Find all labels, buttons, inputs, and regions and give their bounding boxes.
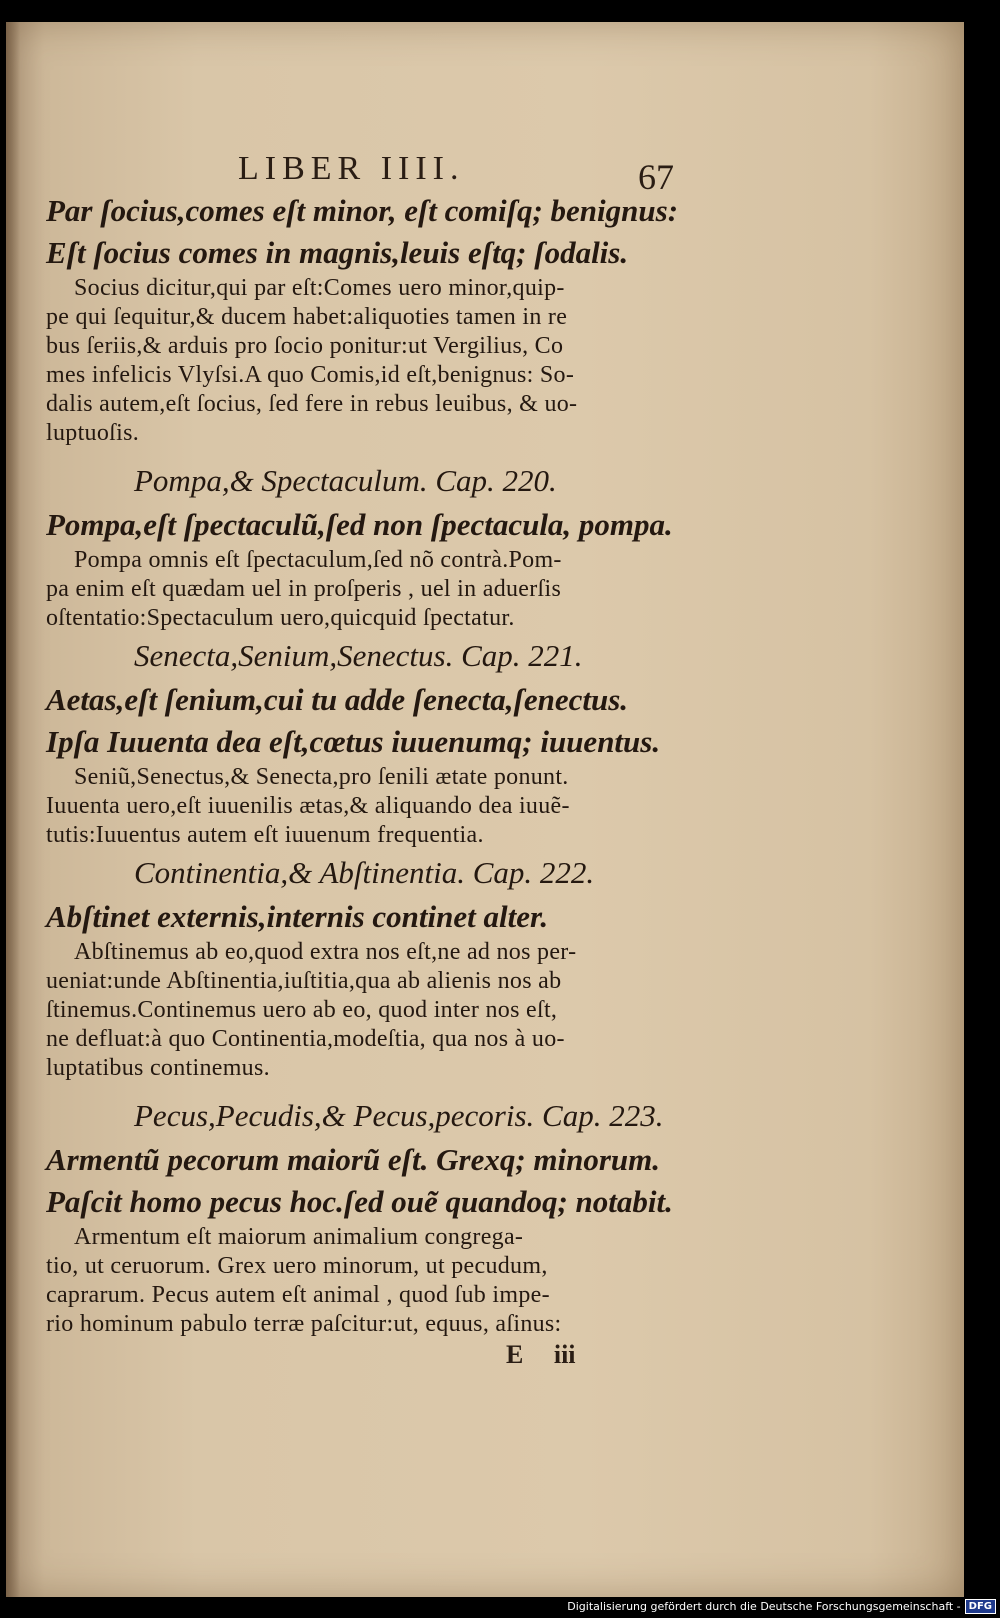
verse-line: Armentũ pecorum maiorũ eſt. Grexq; minorum. xyxy=(46,1142,661,1177)
prose-line: mes infelicis Vlyſsi.A quo Comis,id eſt,benignus: So- xyxy=(46,362,575,388)
prose-line: dalis autem,eſt ſocius, ſed fere in rebus leuibus, & uo- xyxy=(46,391,578,417)
prose-line: ueniat:unde Abſtinentia,iuſtitia,qua ab alienis nos ab xyxy=(46,968,562,994)
chapter-heading: Continentia,& Abſtinentia. Cap. 222. xyxy=(134,855,595,890)
prose-line: tio, ut ceruorum. Grex uero minorum, ut pecudum, xyxy=(46,1253,548,1279)
line-spacer xyxy=(46,448,736,458)
footer-credit: Digitalisierung gefördert durch die Deutsche Forschungsgemeinschaft - xyxy=(567,1600,961,1613)
verse-line: Paſcit homo pecus hoc.ſed ouẽ quandoq; notabit. xyxy=(46,1184,673,1219)
verse-line: Eſt ſocius comes in magnis,leuis eſtq; ſodalis. xyxy=(46,235,629,270)
line-spacer xyxy=(46,1083,736,1093)
prose-line: pe qui ſequitur,& ducem habet:aliquoties tamen in re xyxy=(46,304,568,330)
prose-line: caprarum. Pecus autem eſt animal , quod ſub impe- xyxy=(46,1282,550,1308)
verse-line: Par ſocius,comes eſt minor, eſt comiſq; benignus: xyxy=(46,193,679,228)
text-block xyxy=(46,190,736,1339)
chapter-heading: Pompa,& Spectaculum. Cap. 220. xyxy=(134,463,557,498)
book-page xyxy=(6,22,964,1597)
dfg-logo-icon: DFG xyxy=(965,1599,996,1614)
verse-line: Pompa,eſt ſpectaculũ,ſed non ſpectacula, pompa. xyxy=(46,507,673,542)
prose-line: Pompa omnis eſt ſpectaculum,ſed nõ contrà.Pom- xyxy=(74,547,562,573)
digitization-footer xyxy=(567,1599,996,1614)
page-number: 67 xyxy=(638,157,674,197)
prose-line: bus ſeriis,& arduis pro ſocio ponitur:ut Vergilius, Co xyxy=(46,333,564,359)
running-head: LIBER IIII. xyxy=(238,150,465,187)
prose-line: Socius dicitur,qui par eſt:Comes uero minor,quip- xyxy=(74,275,565,301)
prose-line: Seniũ,Senectus,& Senecta,pro ſenili ætate ponunt. xyxy=(74,764,569,790)
page-header xyxy=(6,132,964,197)
prose-line: Abſtinemus ab eo,quod extra nos eſt,ne ad nos per- xyxy=(74,939,577,965)
prose-line: ne defluat:à quo Continentia,modeſtia, qua nos à uo- xyxy=(46,1026,565,1052)
prose-line: ſtinemus.Continemus uero ab eo, quod inter nos eſt, xyxy=(46,997,558,1023)
prose-line: pa enim eſt quædam uel in proſperis , uel in aduerſis xyxy=(46,576,562,602)
prose-line: oſtentatio:Spectaculum uero,quicquid ſpectatur. xyxy=(46,605,515,631)
prose-line: rio hominum pabulo terræ paſcitur:ut, equus, aſinus: xyxy=(46,1311,562,1337)
prose-line: tutis:Iuuentus autem eſt iuuenum frequentia. xyxy=(46,822,484,848)
prose-line: luptuoſis. xyxy=(46,420,140,446)
signature-mark: E iii xyxy=(506,1340,576,1369)
chapter-heading: Senecta,Senium,Senectus. Cap. 221. xyxy=(134,638,583,673)
chapter-heading: Pecus,Pecudis,& Pecus,pecoris. Cap. 223. xyxy=(134,1098,664,1133)
prose-line: luptatibus continemus. xyxy=(46,1055,270,1081)
verse-line: Abſtinet externis,internis continet alter. xyxy=(46,899,549,934)
prose-line: Armentum eſt maiorum animalium congrega- xyxy=(74,1224,524,1250)
verse-line: Aetas,eſt ſenium,cui tu adde ſenecta,ſenectus. xyxy=(46,682,629,717)
verse-line: Ipſa Iuuenta dea eſt,cœtus iuuenumq; iuuentus. xyxy=(46,724,661,759)
prose-line: Iuuenta uero,eſt iuuenilis ætas,& aliquando dea iuuẽ- xyxy=(46,793,570,819)
